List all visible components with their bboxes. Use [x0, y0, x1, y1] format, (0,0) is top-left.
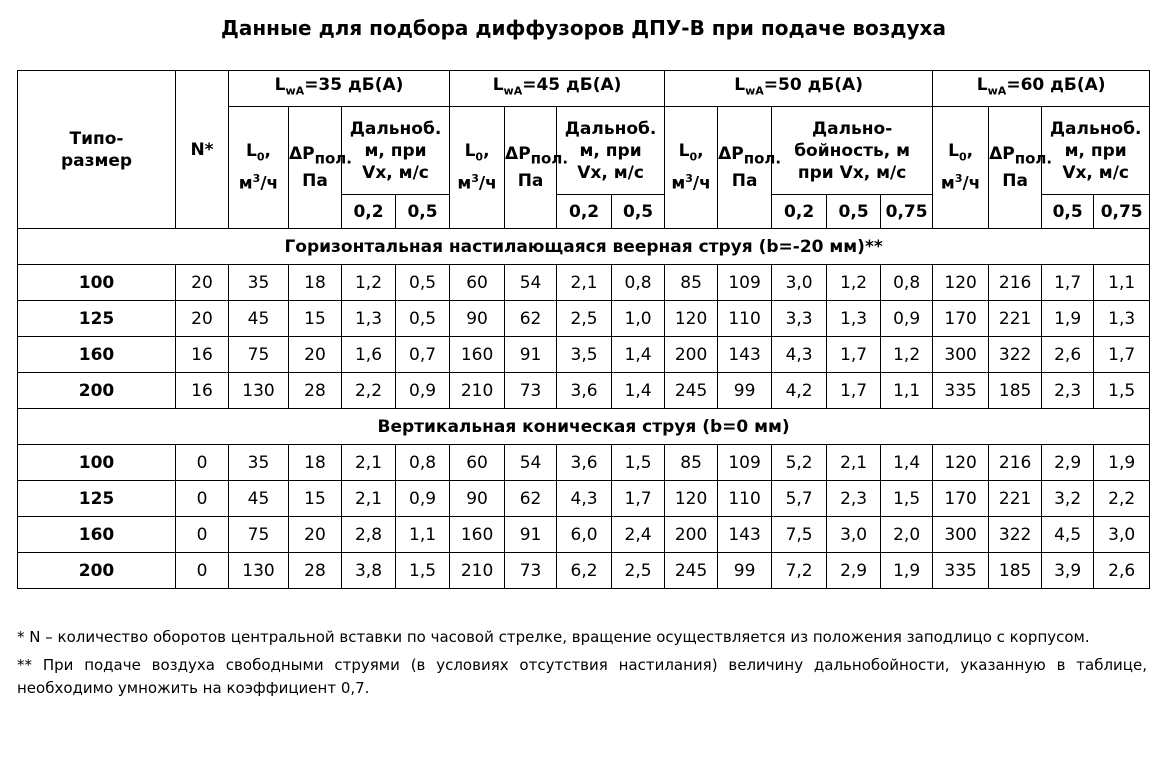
value-cell: 91	[505, 337, 557, 373]
table-row	[18, 481, 1150, 517]
size-cell: 160	[18, 337, 176, 373]
size-cell: 200	[18, 553, 176, 589]
value-cell: 15	[289, 301, 342, 337]
value-cell: 2,5	[557, 301, 612, 337]
value-cell: 3,0	[1094, 517, 1150, 553]
value-cell: 0,9	[396, 481, 450, 517]
value-cell: 0	[176, 445, 229, 481]
value-cell: 245	[665, 553, 718, 589]
value-cell: 1,3	[342, 301, 396, 337]
value-cell: 60	[450, 265, 505, 301]
value-cell: 1,7	[827, 373, 881, 409]
dp-header: $\Delta P_{пол.}$ Па	[718, 107, 772, 229]
value-cell: 18	[289, 265, 342, 301]
value-cell: 54	[505, 445, 557, 481]
value-cell: 45	[229, 481, 289, 517]
value-cell: 3,8	[342, 553, 396, 589]
value-cell: 110	[718, 481, 772, 517]
speed-header: 0,5	[827, 195, 881, 229]
value-cell: 2,1	[342, 481, 396, 517]
value-cell: 120	[665, 481, 718, 517]
value-cell: 143	[718, 517, 772, 553]
value-cell: 1,7	[1094, 337, 1150, 373]
value-cell: 2,3	[1042, 373, 1094, 409]
value-cell: 1,9	[881, 553, 933, 589]
value-cell: 0	[176, 553, 229, 589]
group-header-60: $L_{wA}=60$ дБ(А)	[933, 71, 1150, 107]
value-cell: 2,5	[612, 553, 665, 589]
page-title: Данные для подбора диффузоров ДПУ-В при подаче воздуха	[221, 16, 946, 40]
value-cell: 16	[176, 337, 229, 373]
dp-header: $\Delta P_{пол.}$ Па	[289, 107, 342, 229]
value-cell: 143	[718, 337, 772, 373]
value-cell: 2,6	[1094, 553, 1150, 589]
value-cell: 0,9	[396, 373, 450, 409]
value-cell: 160	[450, 337, 505, 373]
value-cell: 2,0	[881, 517, 933, 553]
dp-header: $\Delta P_{пол.}$ Па	[989, 107, 1042, 229]
value-cell: 20	[176, 301, 229, 337]
value-cell: 3,2	[1042, 481, 1094, 517]
value-cell: 1,7	[1042, 265, 1094, 301]
value-cell: 335	[933, 373, 989, 409]
value-cell: 0,5	[396, 265, 450, 301]
table-row	[18, 553, 1150, 589]
size-header: Типо- размер	[18, 71, 176, 229]
value-cell: 6,2	[557, 553, 612, 589]
speed-header: 0,2	[772, 195, 827, 229]
value-cell: 109	[718, 265, 772, 301]
footnote-n: * N – количество оборотов центральной вставки по часовой стрелке, вращение осуществляется из положения заподлицо с корпусом.	[17, 628, 1090, 646]
value-cell: 15	[289, 481, 342, 517]
value-cell: 130	[229, 373, 289, 409]
value-cell: 0,7	[396, 337, 450, 373]
value-cell: 0,8	[396, 445, 450, 481]
size-cell: 125	[18, 301, 176, 337]
table-row	[18, 265, 1150, 301]
value-cell: 120	[933, 445, 989, 481]
value-cell: 130	[229, 553, 289, 589]
value-cell: 1,4	[612, 373, 665, 409]
value-cell: 1,2	[342, 265, 396, 301]
value-cell: 200	[665, 337, 718, 373]
value-cell: 1,5	[881, 481, 933, 517]
section-row	[18, 229, 1150, 265]
value-cell: 2,4	[612, 517, 665, 553]
footnotes	[17, 626, 1147, 705]
value-cell: 6,0	[557, 517, 612, 553]
group-header-45: $L_{wA}=45$ дБ(А)	[450, 71, 665, 107]
value-cell: 120	[665, 301, 718, 337]
value-cell: 7,2	[772, 553, 827, 589]
speed-header: 0,2	[557, 195, 612, 229]
value-cell: 85	[665, 445, 718, 481]
value-cell: 1,7	[827, 337, 881, 373]
value-cell: 60	[450, 445, 505, 481]
l0-header: $L_0$, $м^3/ч$	[229, 107, 289, 229]
value-cell: 20	[289, 517, 342, 553]
value-cell: 210	[450, 373, 505, 409]
value-cell: 1,5	[1094, 373, 1150, 409]
value-cell: 7,5	[772, 517, 827, 553]
value-cell: 0,5	[396, 301, 450, 337]
value-cell: 3,0	[827, 517, 881, 553]
section-title: Вертикальная коническая струя (b=0 мм)	[18, 409, 1150, 445]
value-cell: 245	[665, 373, 718, 409]
speed-header: 0,75	[1094, 195, 1150, 229]
value-cell: 99	[718, 373, 772, 409]
value-cell: 4,5	[1042, 517, 1094, 553]
value-cell: 28	[289, 553, 342, 589]
value-cell: 90	[450, 301, 505, 337]
speed-header: 0,5	[612, 195, 665, 229]
value-cell: 2,2	[1094, 481, 1150, 517]
value-cell: 221	[989, 301, 1042, 337]
value-cell: 3,3	[772, 301, 827, 337]
value-cell: 1,2	[881, 337, 933, 373]
range-header: Дальноб. м, при Vx, м/с	[1042, 107, 1150, 195]
l0-header: $L_0$, $м^3/ч$	[450, 107, 505, 229]
value-cell: 110	[718, 301, 772, 337]
value-cell: 75	[229, 517, 289, 553]
value-cell: 160	[450, 517, 505, 553]
value-cell: 0	[176, 481, 229, 517]
value-cell: 2,9	[1042, 445, 1094, 481]
value-cell: 1,4	[612, 337, 665, 373]
value-cell: 120	[933, 265, 989, 301]
footnote-range: ** При подаче воздуха свободными струями (в условиях отсутствия настилания) величину дальнобойности, указанную в таблице, необходимо умножить на коэффициент 0,7.	[17, 656, 1147, 697]
section-row	[18, 409, 1150, 445]
size-cell: 200	[18, 373, 176, 409]
value-cell: 3,9	[1042, 553, 1094, 589]
value-cell: 20	[176, 265, 229, 301]
value-cell: 73	[505, 553, 557, 589]
value-cell: 216	[989, 265, 1042, 301]
value-cell: 1,1	[396, 517, 450, 553]
size-cell: 100	[18, 445, 176, 481]
value-cell: 54	[505, 265, 557, 301]
range-header: Дальноб. м, при Vx, м/с	[557, 107, 665, 195]
value-cell: 62	[505, 481, 557, 517]
table-row	[18, 337, 1150, 373]
value-cell: 210	[450, 553, 505, 589]
range-header: Дальноб. м, при Vx, м/с	[342, 107, 450, 195]
table-row	[18, 301, 1150, 337]
value-cell: 221	[989, 481, 1042, 517]
value-cell: 1,6	[342, 337, 396, 373]
group-header-35: $L_{wA}=35$ дБ(А)	[229, 71, 450, 107]
value-cell: 0,9	[881, 301, 933, 337]
value-cell: 85	[665, 265, 718, 301]
value-cell: 2,6	[1042, 337, 1094, 373]
speed-header: 0,5	[396, 195, 450, 229]
value-cell: 170	[933, 481, 989, 517]
value-cell: 1,5	[396, 553, 450, 589]
value-cell: 1,9	[1094, 445, 1150, 481]
value-cell: 45	[229, 301, 289, 337]
value-cell: 18	[289, 445, 342, 481]
value-cell: 1,3	[1094, 301, 1150, 337]
value-cell: 3,5	[557, 337, 612, 373]
value-cell: 35	[229, 265, 289, 301]
value-cell: 62	[505, 301, 557, 337]
value-cell: 0,8	[881, 265, 933, 301]
value-cell: 1,1	[881, 373, 933, 409]
value-cell: 91	[505, 517, 557, 553]
value-cell: 109	[718, 445, 772, 481]
l0-header: $L_0$, $м^3/ч$	[665, 107, 718, 229]
value-cell: 1,3	[827, 301, 881, 337]
value-cell: 0,8	[612, 265, 665, 301]
value-cell: 300	[933, 337, 989, 373]
value-cell: 185	[989, 553, 1042, 589]
value-cell: 2,9	[827, 553, 881, 589]
size-cell: 125	[18, 481, 176, 517]
value-cell: 4,2	[772, 373, 827, 409]
value-cell: 200	[665, 517, 718, 553]
speed-header: 0,75	[881, 195, 933, 229]
value-cell: 4,3	[772, 337, 827, 373]
value-cell: 90	[450, 481, 505, 517]
value-cell: 99	[718, 553, 772, 589]
value-cell: 322	[989, 517, 1042, 553]
size-cell: 160	[18, 517, 176, 553]
value-cell: 1,1	[1094, 265, 1150, 301]
value-cell: 5,2	[772, 445, 827, 481]
range-header: Дально- бойность, м при Vx, м/с	[772, 107, 933, 195]
table-row	[18, 373, 1150, 409]
value-cell: 216	[989, 445, 1042, 481]
value-cell: 2,2	[342, 373, 396, 409]
value-cell: 73	[505, 373, 557, 409]
value-cell: 3,0	[772, 265, 827, 301]
value-cell: 16	[176, 373, 229, 409]
value-cell: 0	[176, 517, 229, 553]
value-cell: 2,1	[342, 445, 396, 481]
value-cell: 335	[933, 553, 989, 589]
size-cell: 100	[18, 265, 176, 301]
value-cell: 2,3	[827, 481, 881, 517]
section-title: Горизонтальная настилающаяся веерная струя (b=-20 мм)**	[18, 229, 1150, 265]
diffuser-table	[17, 70, 1150, 589]
value-cell: 1,9	[1042, 301, 1094, 337]
value-cell: 185	[989, 373, 1042, 409]
value-cell: 1,7	[612, 481, 665, 517]
value-cell: 1,2	[827, 265, 881, 301]
value-cell: 2,1	[827, 445, 881, 481]
l0-header: $L_0$, $м^3/ч$	[933, 107, 989, 229]
table-row	[18, 517, 1150, 553]
value-cell: 1,5	[612, 445, 665, 481]
value-cell: 75	[229, 337, 289, 373]
value-cell: 2,1	[557, 265, 612, 301]
speed-header: 0,2	[342, 195, 396, 229]
value-cell: 5,7	[772, 481, 827, 517]
value-cell: 3,6	[557, 445, 612, 481]
value-cell: 3,6	[557, 373, 612, 409]
n-header: N*	[176, 71, 229, 229]
value-cell: 4,3	[557, 481, 612, 517]
value-cell: 322	[989, 337, 1042, 373]
value-cell: 28	[289, 373, 342, 409]
value-cell: 170	[933, 301, 989, 337]
value-cell: 20	[289, 337, 342, 373]
value-cell: 1,0	[612, 301, 665, 337]
value-cell: 300	[933, 517, 989, 553]
value-cell: 35	[229, 445, 289, 481]
value-cell: 2,8	[342, 517, 396, 553]
speed-header: 0,5	[1042, 195, 1094, 229]
group-header-50: $L_{wA}=50$ дБ(А)	[665, 71, 933, 107]
table-row	[18, 445, 1150, 481]
dp-header: $\Delta P_{пол.}$ Па	[505, 107, 557, 229]
value-cell: 1,4	[881, 445, 933, 481]
